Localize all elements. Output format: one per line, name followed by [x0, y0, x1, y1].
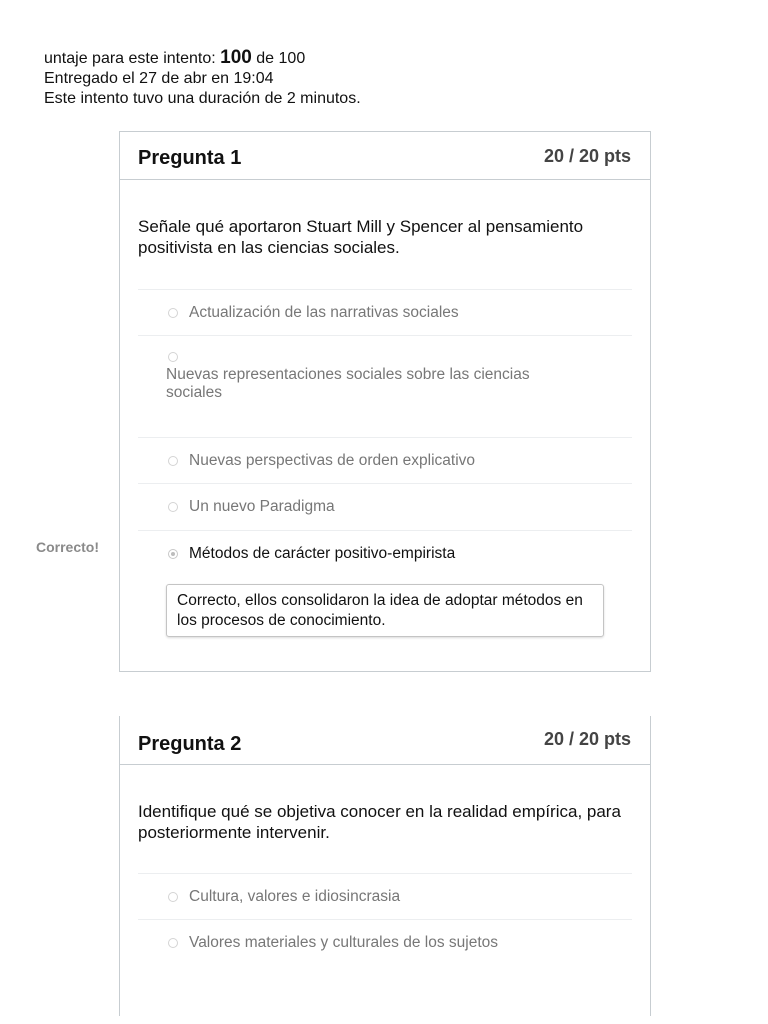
question-card-2: [119, 716, 651, 1016]
answer-option-selected[interactable]: [138, 530, 632, 576]
answer-label: Nuevas representaciones sociales sobre las ciencias sociales: [166, 366, 530, 401]
score-line: [44, 48, 361, 69]
radio-icon[interactable]: [168, 352, 178, 362]
score-total: de 100: [251, 50, 306, 67]
answer-label: Métodos de carácter positivo-empirista: [189, 545, 456, 562]
radio-selected-icon[interactable]: [168, 549, 178, 559]
answer-option[interactable]: [138, 289, 632, 335]
question-header: [120, 716, 650, 765]
question-text: Señale qué aportaron Stuart Mill y Spencer al pensamiento positivista en las ciencias sociales.: [138, 217, 584, 257]
attempt-summary: [44, 48, 361, 109]
answer-option[interactable]: [138, 437, 632, 483]
question-text: Identifique qué se objetiva conocer en la realidad empírica, para posteriormente intervenir.: [138, 802, 621, 842]
submitted-date: Entregado el 27 de abr en 19:04: [44, 70, 274, 87]
question-title: Pregunta 2: [138, 733, 242, 755]
question-points: 20 / 20 pts: [543, 729, 631, 749]
answer-label: Valores materiales y culturales de los sujetos: [189, 934, 498, 951]
answer-feedback: Correcto, ellos consolidaron la idea de adoptar métodos en los procesos de conocimiento.: [166, 584, 604, 637]
radio-icon[interactable]: [168, 308, 178, 318]
radio-icon[interactable]: [168, 892, 178, 902]
answer-option[interactable]: [138, 335, 632, 437]
answer-option[interactable]: [138, 873, 632, 919]
answer-label: Cultura, valores e idiosincrasia: [189, 888, 401, 905]
question-points: 20 / 20 pts: [543, 146, 631, 166]
score-label: untaje para este intento:: [44, 50, 221, 67]
radio-icon[interactable]: [168, 938, 178, 948]
answer-label: Un nuevo Paradigma: [189, 498, 335, 515]
radio-icon[interactable]: [168, 456, 178, 466]
question-title: Pregunta 1: [138, 147, 242, 169]
answer-list: [138, 873, 632, 965]
answer-option[interactable]: [138, 483, 632, 530]
answer-label: Actualización de las narrativas sociales: [189, 304, 459, 321]
question-header: [120, 132, 650, 180]
attempt-duration: Este intento tuvo una duración de 2 minutos.: [44, 90, 361, 107]
correct-flag: Correcto!: [36, 539, 100, 555]
answer-option[interactable]: [138, 919, 632, 965]
answer-list: [138, 289, 632, 576]
score-value: 100: [220, 47, 252, 68]
radio-icon[interactable]: [168, 502, 178, 512]
answer-label: Nuevas perspectivas de orden explicativo: [189, 452, 476, 469]
